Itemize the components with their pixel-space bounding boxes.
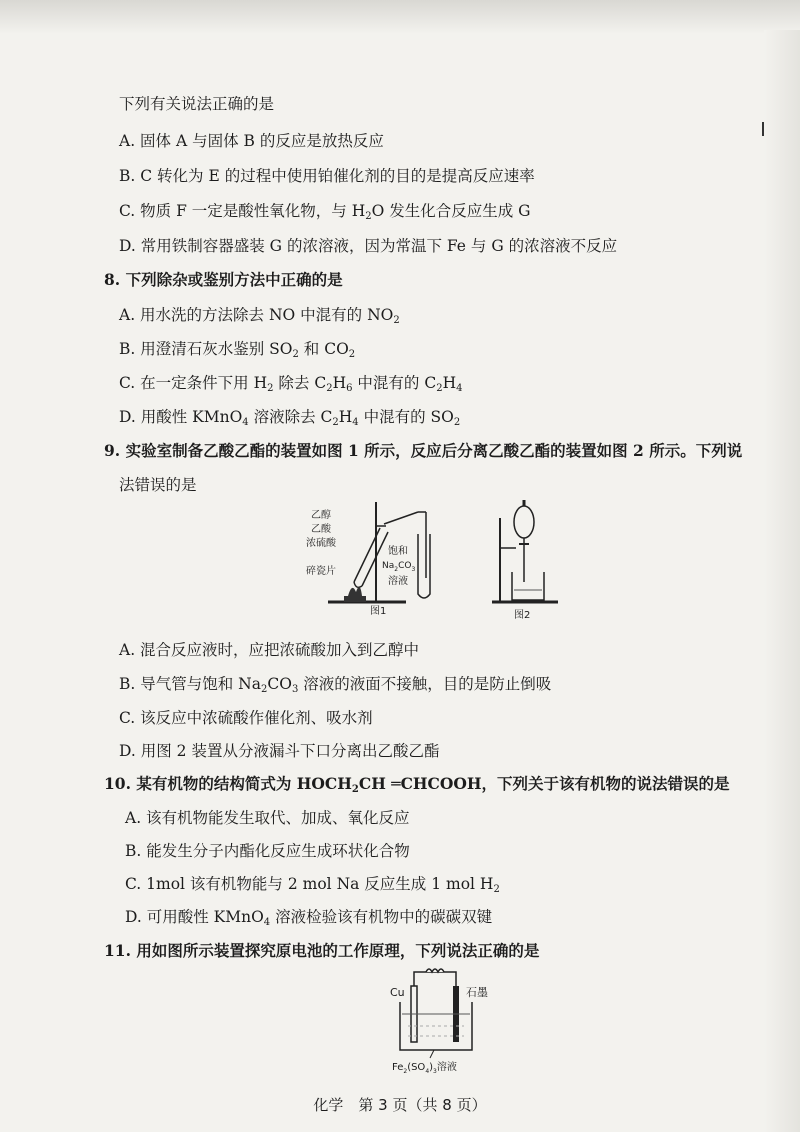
- q9-option-b: [119, 674, 551, 694]
- q8-d-t2: 溶液除去 C: [248, 408, 333, 426]
- q8-d-s2: 2: [332, 417, 339, 428]
- q7-option-d: D. 常用铁制容器盛装 G 的浓溶液，因为常温下 Fe 与 G 的浓溶液不反应: [119, 237, 618, 255]
- q8-d-t4: 中混有的 SO: [358, 408, 454, 426]
- q10-d-text-1: D. 可用酸性 KMnO: [125, 908, 264, 926]
- q7-c-text-2: O 发生化合反应生成 G: [371, 202, 531, 220]
- label-graphite: 石墨: [466, 986, 488, 999]
- label-na2co3-sub2: 3: [411, 566, 416, 573]
- q7-c-sub: 2: [365, 211, 372, 222]
- label-solution: 溶液: [436, 1062, 457, 1073]
- q8-a-text: A. 用水洗的方法除去 NO 中混有的 NO: [119, 306, 394, 324]
- resistor-coil: [426, 969, 444, 972]
- q8-c-t1: C. 在一定条件下用 H: [119, 374, 268, 392]
- beaker: [512, 572, 544, 600]
- q8-c-s2: 2: [326, 383, 333, 394]
- q10-option-a: A. 该有机物能发生取代、加成、氧化反应: [125, 809, 410, 827]
- q9-option-c: C. 该反应中浓硫酸作催化剂、吸水剂: [119, 709, 373, 727]
- q7-stem: 下列有关说法正确的是: [119, 95, 275, 113]
- q9-b-text-1: B. 导气管与饱和 Na: [119, 675, 261, 693]
- label-fe2so43-solution: [392, 1060, 457, 1075]
- solution-leader-line: [430, 1050, 434, 1058]
- q8-b-text-2: 和 CO: [298, 340, 349, 358]
- esterification-apparatus-diagram: [300, 496, 460, 620]
- page-footer: 化学 第 3 页（共 8 页）: [313, 1096, 487, 1114]
- q9-b-text-3: 溶液的液面不接触，目的是防止倒吸: [298, 675, 552, 693]
- label-conc-h2so4: 浓硫酸: [306, 538, 336, 549]
- q8-d-s1: 4: [242, 417, 249, 428]
- q8-option-a: [119, 305, 400, 325]
- q11-stem: 11. 用如图所示装置探究原电池的工作原理，下列说法正确的是: [104, 941, 540, 960]
- q10-c-sub: 2: [493, 884, 500, 895]
- alcohol-lamp-flame: [348, 587, 362, 596]
- q7-option-c: [119, 201, 531, 221]
- label-fe: Fe: [392, 1062, 404, 1073]
- label-na2co3-co: CO: [398, 561, 412, 571]
- q8-d-s4: 2: [453, 417, 461, 428]
- q8-option-b: [119, 339, 355, 359]
- label-paren: ): [429, 1062, 434, 1073]
- q9-stem-line-1: 9. 实验室制备乙酸乙酯的装置如图 1 所示，反应后分离乙酸乙酯的装置如图 2 所示。下列说: [104, 441, 743, 460]
- q9-stem-line-2: 法错误的是: [119, 476, 197, 494]
- q10-option-d: [125, 907, 492, 927]
- q10-d-sub: 4: [263, 917, 271, 928]
- label-ethanol: 乙醇: [311, 510, 331, 521]
- label-so-sub: 4: [425, 1068, 430, 1075]
- q8-c-s5: 4: [456, 383, 463, 394]
- q10-stem: [104, 774, 730, 794]
- label-fe-sub1: 2: [403, 1068, 408, 1075]
- q9-figure-2: [488, 496, 568, 620]
- q8-d-t1: D. 用酸性 KMnO: [119, 408, 243, 426]
- label-saturated: 饱和: [388, 546, 408, 557]
- label-porcelain-chips: 碎瓷片: [306, 566, 336, 577]
- q10-option-c: [125, 874, 500, 894]
- q8-b-text-1: B. 用澄清石灰水鉴别 SO: [119, 340, 293, 358]
- separatory-funnel-diagram: [488, 496, 568, 620]
- q8-c-s1: 2: [267, 383, 274, 394]
- q11-figure: [386, 966, 506, 1076]
- q7-c-text-1: C. 物质 F 一定是酸性氧化物，与 H: [119, 202, 366, 220]
- label-so: (SO: [407, 1062, 426, 1073]
- alcohol-lamp: [344, 596, 366, 602]
- q8-d-s3: 4: [352, 417, 359, 428]
- q7-option-a: A. 固体 A 与固体 B 的反应是放热反应: [119, 132, 384, 150]
- q9-option-a: A. 混合反应液时，应把浓硫酸加入到乙醇中: [119, 641, 420, 659]
- q8-a-sub: 2: [393, 315, 400, 326]
- q10-stem-text-2: CH ═CHCOOH，下列关于该有机物的说法错误的是: [358, 774, 730, 793]
- q8-option-c: [119, 373, 462, 393]
- figure-1-caption: 图1: [370, 606, 387, 617]
- q8-c-s3: 6: [346, 383, 353, 394]
- q8-option-d: [119, 407, 460, 427]
- q8-b-sub-1: 2: [292, 349, 299, 360]
- receiving-tube: [418, 534, 430, 598]
- q10-c-text: C. 1mol 该有机物能与 2 mol Na 反应生成 1 mol H: [125, 875, 494, 893]
- q9-b-text-2: CO: [267, 675, 292, 693]
- q10-d-text-2: 溶液检验该有机物中的碳碳双键: [270, 908, 493, 926]
- label-cu: Cu: [390, 986, 405, 999]
- label-na2co3-na: Na: [382, 561, 395, 571]
- q9-b-sub-2: 3: [291, 684, 299, 695]
- label-na2co3: [382, 561, 415, 573]
- q8-stem: 8. 下列除杂或鉴别方法中正确的是: [104, 270, 343, 289]
- label-solution: 溶液: [388, 576, 408, 587]
- q7-option-b: B. C 转化为 E 的过程中使用铂催化剂的目的是提高反应速率: [119, 167, 535, 185]
- q8-c-t3: H: [332, 374, 347, 392]
- q8-c-t4: 中混有的 C: [352, 374, 437, 392]
- q10-stem-sub: 2: [351, 784, 359, 795]
- label-paren-sub: 3: [433, 1068, 437, 1075]
- label-acetic-acid: 乙酸: [311, 524, 331, 535]
- q9-b-sub-1: 2: [260, 684, 268, 695]
- q9-option-d: D. 用图 2 装置从分液漏斗下口分离出乙酸乙酯: [119, 742, 440, 760]
- scan-shadow-top: [0, 0, 800, 34]
- label-na2co3-sub1: 2: [394, 566, 399, 573]
- test-tube-bottom: [354, 582, 362, 587]
- scan-shadow-right: [764, 30, 800, 1132]
- q8-d-t3: H: [338, 408, 353, 426]
- q8-c-s4: 2: [436, 383, 443, 394]
- delivery-tube: [384, 512, 418, 524]
- binding-mark: [762, 122, 764, 136]
- funnel-body: [514, 506, 534, 538]
- q10-option-b: B. 能发生分子内酯化反应生成环状化合物: [125, 842, 410, 860]
- external-wire: [414, 972, 456, 986]
- q10-stem-text-1: 10. 某有机物的结构简式为 HOCH: [104, 774, 352, 793]
- q9-figure-1: [300, 496, 460, 620]
- q8-c-t2: 除去 C: [273, 374, 327, 392]
- q8-b-sub-2: 2: [348, 349, 356, 360]
- galvanic-cell-diagram: [386, 966, 506, 1076]
- q8-c-t5: H: [442, 374, 457, 392]
- figure-2-caption: 图2: [514, 610, 531, 620]
